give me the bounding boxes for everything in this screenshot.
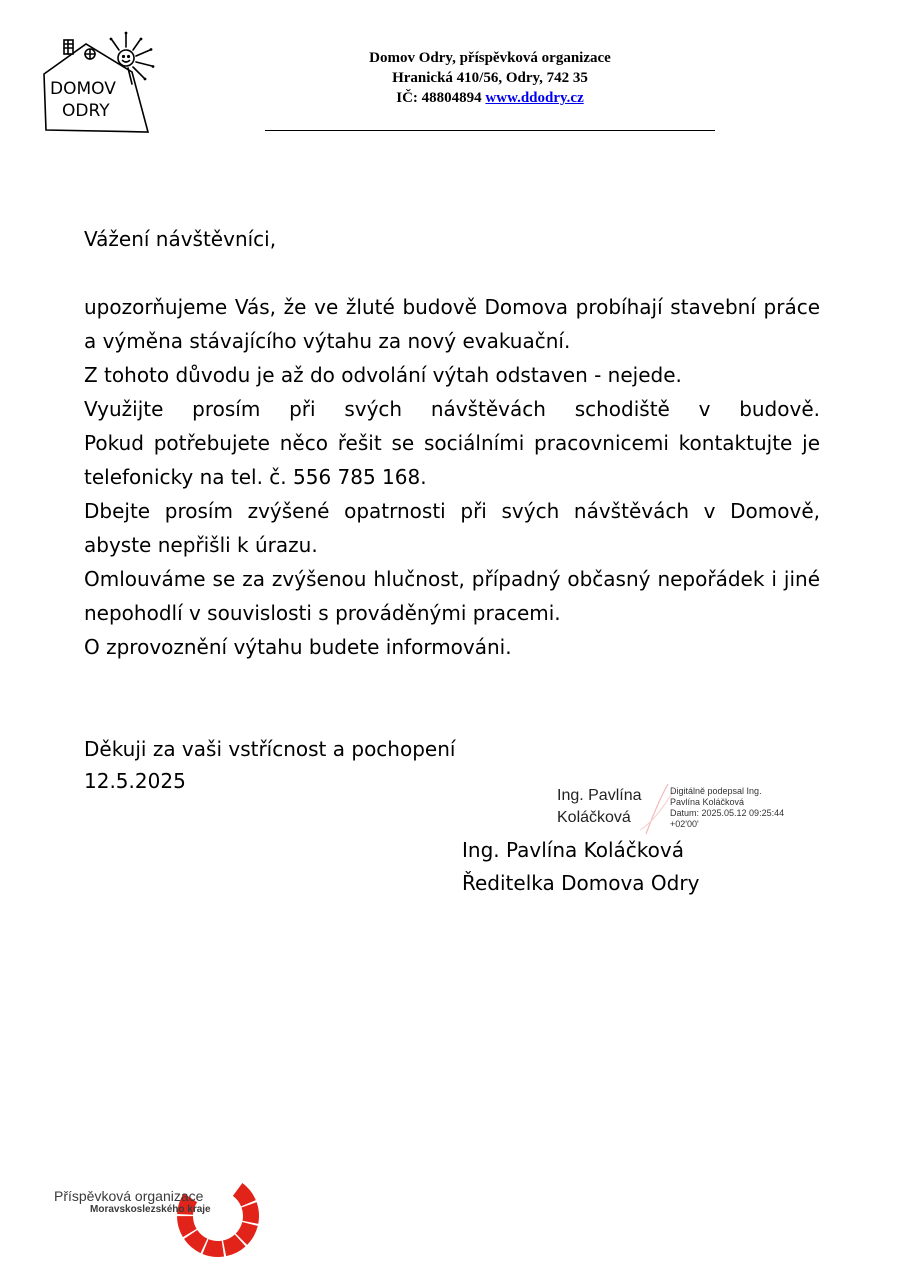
letterhead xyxy=(265,48,715,108)
paragraph-caution: Dbejte prosím zvýšené opatrnosti při svých návštěvách v Domově, abyste nepřišli k úrazu. xyxy=(84,499,820,557)
letter-body xyxy=(84,290,820,664)
region-logo-segment xyxy=(225,1240,241,1248)
region-logo xyxy=(52,1170,267,1262)
region-logo-segment xyxy=(238,1189,249,1203)
signer-block xyxy=(462,834,802,900)
digital-signature-name-line1: Ing. Pavlína xyxy=(557,787,642,804)
paragraph-apology: Omlouváme se za zvýšenou hlučnost, případný občasný nepořádek i jiné nepohodlí v souvislosti s prováděnými pracemi. xyxy=(84,567,820,625)
closing-text: Děkuji za vaši vstřícnost a pochopení xyxy=(84,737,456,761)
website-link[interactable]: www.ddodry.cz xyxy=(485,90,584,106)
signature-detail-line4: +02'00' xyxy=(670,819,699,829)
letter-date: 12.5.2025 xyxy=(84,769,186,793)
digital-signature-details xyxy=(670,786,790,830)
paragraph-elevator-off: Z tohoto důvodu je až do odvolání výtah odstaven - nejede. xyxy=(84,363,682,387)
signer-title: Ředitelka Domova Odry xyxy=(462,871,700,895)
org-ic-line xyxy=(265,88,715,108)
footer-organization xyxy=(54,1188,224,1216)
region-logo-segment xyxy=(185,1216,190,1233)
paragraph-contact-phone: Pokud potřebujete něco řešit se sociálními pracovnicemi kontaktujte je telefonicky na tel. č. 556 785 168. xyxy=(84,431,820,489)
letter-greeting: Vážení návštěvníci, xyxy=(84,227,277,251)
signer-name: Ing. Pavlína Koláčková xyxy=(462,838,685,862)
region-logo-segment xyxy=(249,1205,251,1222)
region-logo-segment xyxy=(241,1224,250,1239)
org-ic: IČ: 48804894 xyxy=(396,90,482,106)
header-divider xyxy=(265,130,715,131)
signature-detail-line3: Datum: 2025.05.12 09:25:44 xyxy=(670,808,785,818)
logo-text-domov: DOMOV xyxy=(50,79,116,99)
org-name: Domov Odry, příspěvková organizace xyxy=(369,50,611,66)
domov-odry-logo xyxy=(40,28,162,138)
signature-detail-line1: Digitálně podepsal Ing. xyxy=(670,786,762,796)
signature-detail-line2: Pavlína Koláčková xyxy=(670,797,745,807)
region-logo-segment xyxy=(191,1234,204,1245)
org-address: Hranická 410/56, Odry, 742 35 xyxy=(392,70,588,86)
paragraph-informed: O zprovoznění výtahu budete informováni. xyxy=(84,635,512,659)
footer-line2: Moravskoslezského kraje xyxy=(90,1204,211,1215)
logo-text-odry: ODRY xyxy=(62,101,110,121)
digital-signature-name-line2: Koláčková xyxy=(557,809,631,826)
paragraph-use-stairs: Využijte prosím při svých návštěvách schodiště v budově. xyxy=(84,397,820,421)
paragraph-construction: upozorňujeme Vás, že ve žluté budově Domova probíhají stavební práce a výměna stávajícího výtahu za nový evakuační. xyxy=(84,295,820,353)
region-logo-segment xyxy=(206,1247,223,1249)
footer-line1: Příspěvková organizace xyxy=(54,1188,204,1204)
